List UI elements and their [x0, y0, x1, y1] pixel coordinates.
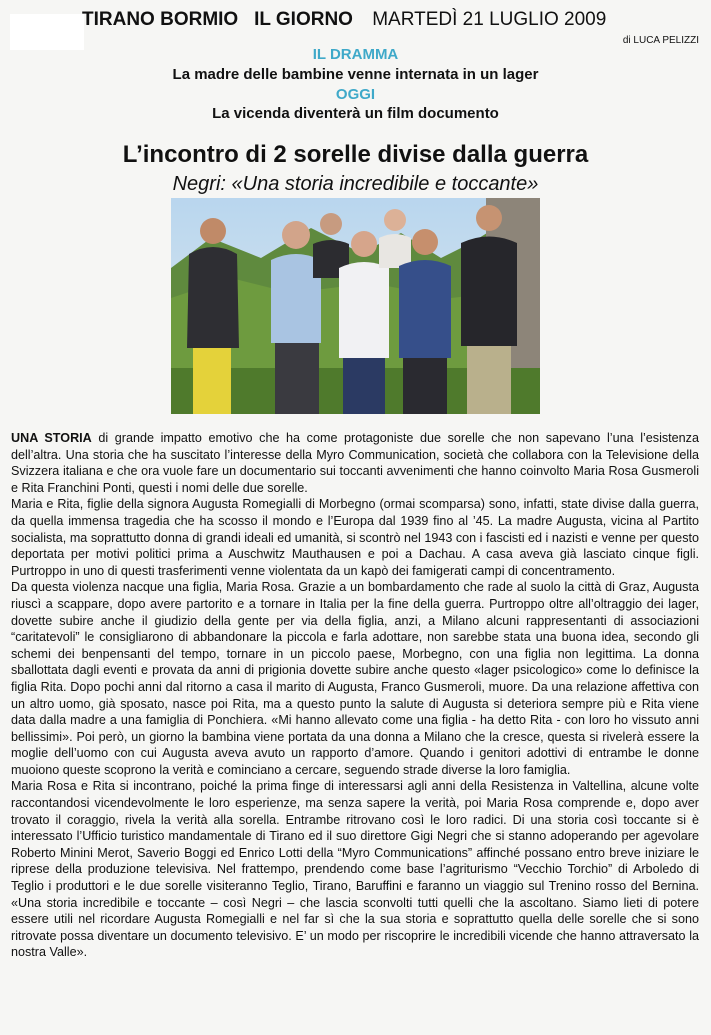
group-photo — [171, 198, 540, 414]
article-body — [11, 430, 699, 961]
article-standfirst: Negri: «Una storia incredibile e toccante» — [172, 173, 539, 195]
article-paragraph: Maria Rosa e Rita si incontrano, poiché la prima finge di interessarsi agli anni della Resistenza in Valtellina, alcune volte raccontandosi vicendevolmente le loro esperienze, ma senza sapere la verità, poi Maria Rosa comprende e, dopo aver trovato il coraggio, rivela la verità alla sorella. Entrambe ritrovano così le loro radici. Di una storia così toccante si è interessato l’Ufficio turistico mandamentale di Tirano ed il suo direttore Gigi Negri che si stanno adoperando per agevolare Roberto Minini Merot, Saverio Boggi ed Enrico Lotti della “Myro Communications” affinché possano entro breve iniziare le riprese della produzione televisiva. Nel frattempo, prendendo come base l’agriturismo “Vecchio Torchio” di Arboledo di Teglio i produttori e le due sorelle visiteranno Teglio, Tirano, Baruffini e faranno un viaggio sul Trenino rosso del Bernina. «Una storia incredibile e toccante – così Negri – che lascia sconvolti tutti quelli che la ascoltano. Siamo lieti di potere essere utili nel ricordare Augusta Romegialli e nel far sì che la sua storia e soprattutto quella delle sorelle che si sono ritrovate possa diventare un documento televisivo. E’ un modo per riscoprire le incredibili vicende che hanno attraversato la nostra Valle». — [11, 779, 699, 960]
subhead-lager: La madre delle bambine venne internata in un lager — [172, 66, 539, 83]
kicker-oggi: OGGI — [335, 86, 376, 103]
article-headline: L’incontro di 2 sorelle divise dalla guerra — [122, 141, 589, 168]
subhead-film: La vicenda diventerà un film documento — [212, 105, 499, 122]
masthead-paper: IL GIORNO — [254, 9, 353, 30]
article-paragraph: Maria e Rita, figlie della signora Augusta Romegialli di Morbegno (ormai scomparsa) sono, infatti, state divise dalla guerra, da quella immensa tragedia che ha scosso il mondo e l’Europa dal 1939 fino al ’45. La madre Augusta, vicina al Partito socialista, ma soprattutto donna di grandi ideali ed umanità, si scontrò nel 1943 con i fascisti ed i nazisti e venne per questo deportata per motivi politici prima a Auschwitz Mauthausen e poi a Dachau. A casa aveva già lasciato cinque figli. Purtroppo in uno di questi trasferimenti venne violentata da un kapò dei famigerati campi di concentramento. — [11, 497, 699, 578]
masthead-section: TIRANO BORMIO — [82, 9, 239, 30]
blank-label-patch — [10, 14, 84, 50]
byline: di LUCA PELIZZI — [622, 35, 699, 46]
article-paragraph — [11, 430, 699, 496]
masthead — [82, 9, 642, 31]
kicker-dramma: IL DRAMMA — [312, 46, 399, 63]
article-paragraph: Da questa violenza nacque una figlia, Maria Rosa. Grazie a un bombardamento che rade al suolo la città di Graz, Augusta riuscì a scappare, dopo avere partorito e a tornare in Italia per la fine della guerra. Purtroppo oltre all’oltraggio dei lager, dovette subire anche il giudizio della gente per via della figlia, anzi, a Milano alcuni rappresentanti di associazioni “caritatevoli” le consigliarono di abbandonare la piccola e farla adottare, non sarebbe stata una buona idea, secondo gli schemi dei benpensanti del tempo, tornare in un piccolo paese, Morbegno, con una figlia non legittima. La donna sballottata dagli eventi e provata da anni di prigionia dovette subire anche questo «lager psicologico» come lo definisce la figlia Rita. Dopo pochi anni dal ritorno a casa il marito di Augusta, Franco Gusmeroli, muore. Da una relazione affettiva con un altro uomo, già sposato, nasce poi Rita, ma a questo punto la salute di Augusta si deteriora sempre più e Rita viene data dalla madre a una famiglia di Ponchiera. «Mi hanno allevato come una figlia - ha detto Rita - con loro ho vissuto anni bellissimi». Poi però, un giorno la bambina viene portata da una donna a Milano che la cresce, questa si rivelerà essere la moglie dell’uomo con cui Augusta aveva avuto un rapporto d’amore. Quando i genitori adottivi di entrambe le donne muoiono queste scoprono la verità e cominciano a cercare, seguendo strade diverse la loro famiglia. — [11, 580, 699, 777]
article-lead-in: UNA STORIA — [11, 431, 92, 445]
masthead-date: MARTEDÌ 21 LUGLIO 2009 — [372, 9, 607, 30]
article-paragraph-1-text: di grande impatto emotivo che ha come protagoniste due sorelle che non sapevano l’una l’esistenza dell’altra. Una storia che ha suscitato l’interesse della Myro Communication, società che collabora con la Televisione della Svizzera italiana e che ora vuole fare un documentario sui toccanti avvenimenti che hanno coinvolto Maria Rosa Gusmeroli e Rita Franchini Ponti, questi i nomi delle due sorelle. — [11, 431, 699, 495]
